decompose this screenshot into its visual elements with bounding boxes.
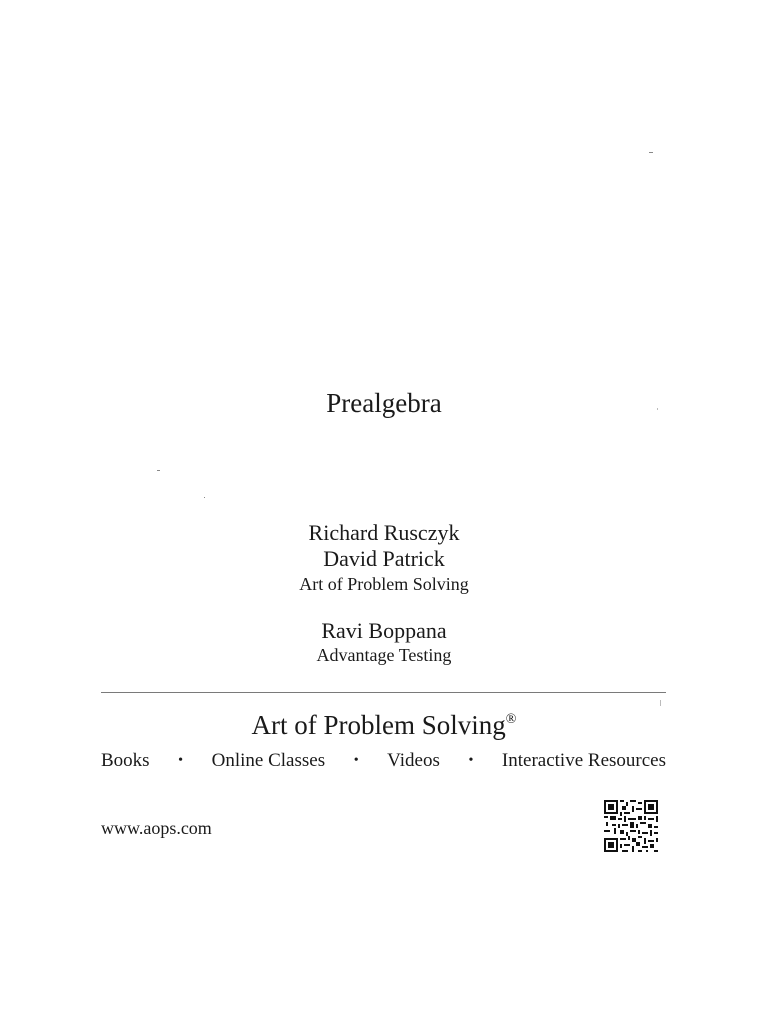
author-affiliation: Advantage Testing xyxy=(316,645,452,665)
author-name: Ravi Boppana xyxy=(321,618,447,643)
author-affiliation: Art of Problem Solving xyxy=(299,574,469,594)
bullet-separator: • xyxy=(178,753,184,768)
scan-speck xyxy=(157,470,160,471)
offering-item: Online Classes xyxy=(211,750,326,771)
publisher-name-text: Art of Problem Solving xyxy=(251,710,506,740)
offering-item: Books xyxy=(101,750,150,771)
qr-code-icon xyxy=(604,800,658,852)
author-name: Richard Rusczyk xyxy=(308,520,460,545)
scan-speck xyxy=(204,497,205,498)
offering-item: Interactive Resources xyxy=(501,750,666,771)
scan-speck xyxy=(649,152,653,153)
publisher-name xyxy=(0,710,768,741)
bullet-separator: • xyxy=(353,753,359,768)
divider xyxy=(101,692,666,693)
book-title: Prealgebra xyxy=(326,388,442,418)
author-name: David Patrick xyxy=(323,546,445,571)
offerings-list xyxy=(101,750,666,772)
scan-speck xyxy=(657,408,658,410)
registered-mark: ® xyxy=(505,712,517,727)
offering-item: Videos xyxy=(387,750,440,771)
scan-speck xyxy=(660,700,661,706)
website-url: www.aops.com xyxy=(101,818,212,838)
bullet-separator: • xyxy=(468,753,474,768)
